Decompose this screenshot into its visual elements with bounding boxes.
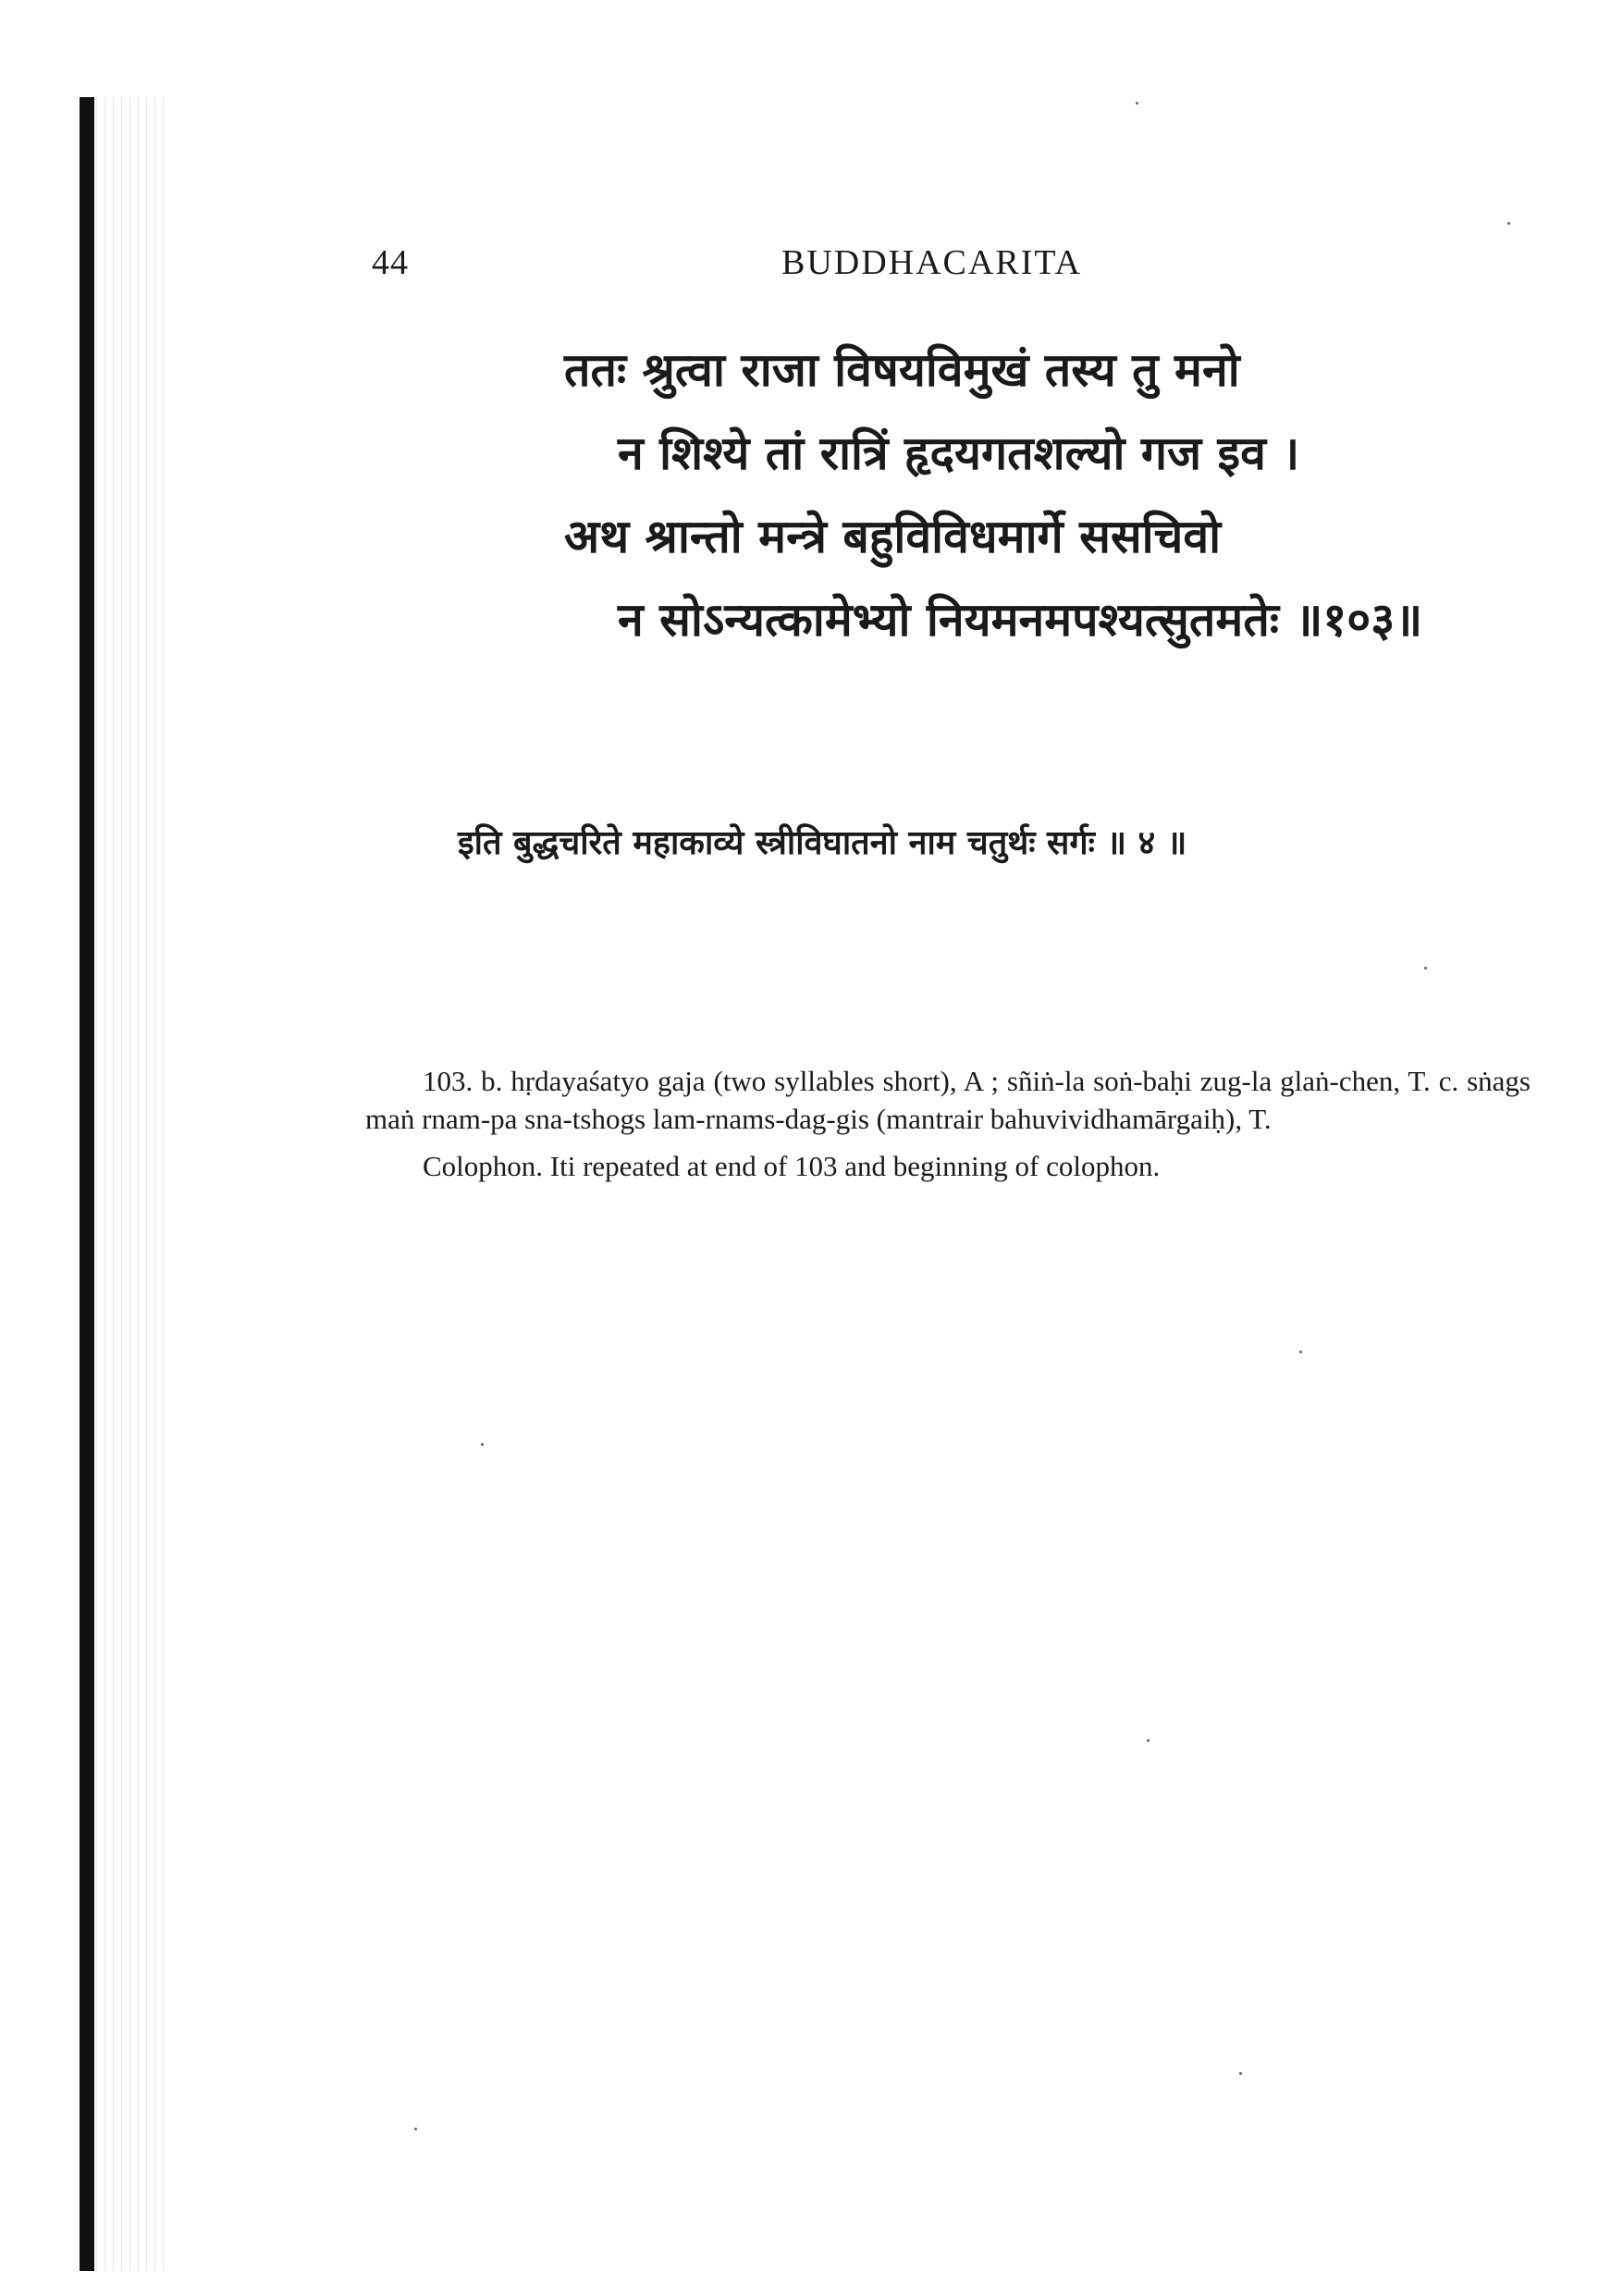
verse-line: न सोऽन्यत्कामेभ्यो नियमनमपश्यत्सुतमतेः ॥१०३॥: [618, 593, 1423, 647]
verse-line: अथ श्रान्तो मन्त्रे बहुविविधमार्गे ससचिवो: [564, 510, 1222, 563]
scan-speck: [1239, 2072, 1242, 2075]
page-binding-edge: [80, 97, 94, 2271]
scan-speck: [1424, 967, 1427, 969]
page-number: 44: [372, 243, 409, 282]
footnotes: [365, 1062, 1531, 1185]
footnote-colophon: Colophon. Iti repeated at end of 103 and beginning of colophon.: [423, 1150, 1161, 1182]
verse-line: ततः श्रुत्वा राजा विषयविमुखं तस्य तु मनो: [564, 343, 1240, 397]
footnote-103: 103. b. hṛdayaśatyo gaja (two syllables short), A ; sñiṅ-la soṅ-baḥi zug-la glaṅ-chen, T. c. sṅags maṅ rnam-pa sna-tshogs lam-rnams-dag-gis (mantrair bahuvividhamārgaiḥ), T.: [365, 1065, 1531, 1135]
verse-line: न शिश्ये तां रात्रिं हृदयगतशल्यो गज इव ।: [618, 426, 1300, 480]
scan-speck: [481, 1443, 484, 1446]
page-binding-shadow: [96, 97, 170, 2271]
running-head: BUDDHACARITA: [781, 243, 1082, 282]
scan-speck: [1507, 222, 1510, 225]
scan-speck: [1299, 1351, 1302, 1353]
scan-speck: [1147, 1739, 1150, 1742]
scan-speck: [414, 2128, 417, 2130]
scan-speck: [1136, 102, 1138, 105]
colophon-sanskrit: इति बुद्धचरिते महाकाव्ये स्त्रीविघातनो नाम चतुर्थः सर्गः ॥ ४ ॥: [458, 824, 1187, 862]
